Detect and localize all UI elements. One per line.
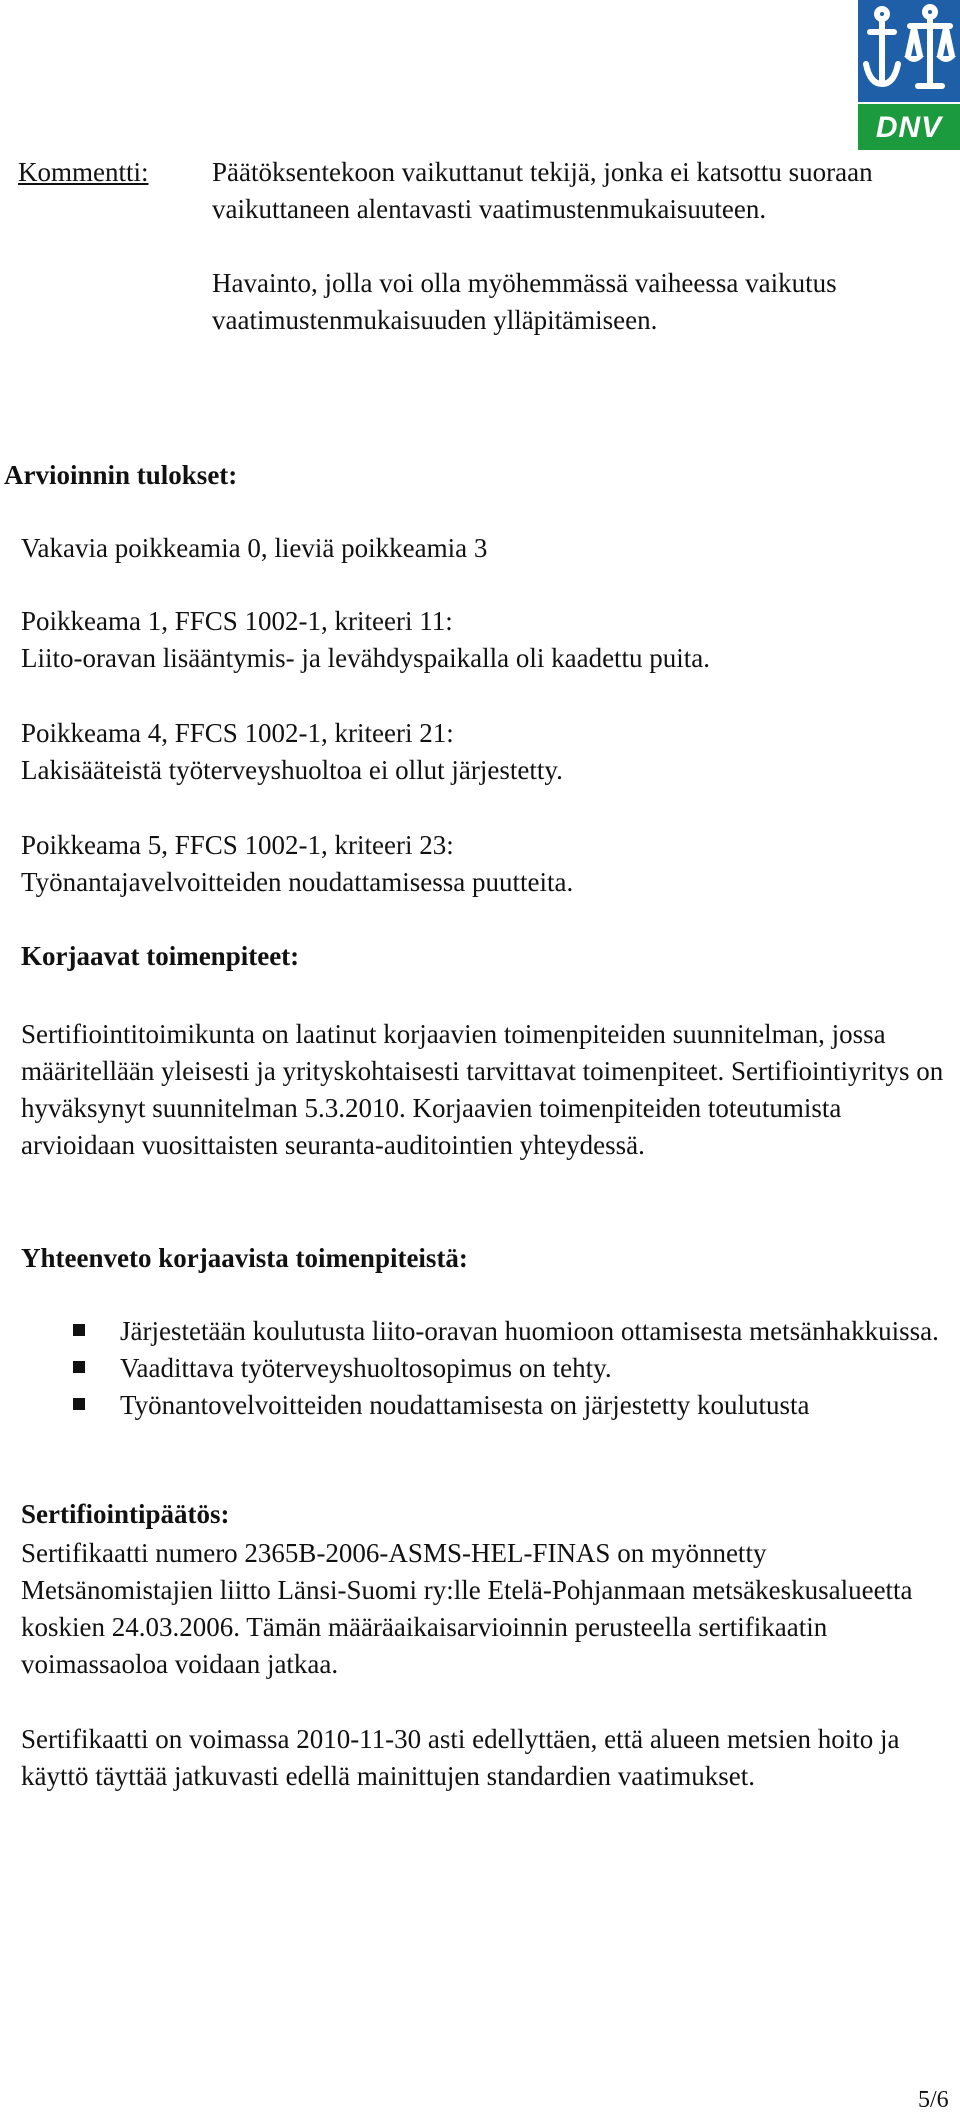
- comment-body: [212, 154, 932, 339]
- deviation-item: [21, 603, 941, 677]
- deviation-text: Liito-oravan lisääntymis- ja levähdyspaikalla oli kaadettu puita.: [21, 643, 711, 673]
- list-item-text: Työnantovelvoitteiden noudattamisesta on järjestetty koulutusta: [120, 1390, 810, 1420]
- deviation-title: Poikkeama 4, FFCS 1002-1, kriteeri 21:: [21, 718, 454, 748]
- bullet-square-icon: [73, 1398, 85, 1410]
- dnv-logo: [858, 0, 960, 152]
- deviation-text: Työnantajavelvoitteiden noudattamisessa puutteita.: [21, 867, 574, 897]
- list-item: [70, 1387, 940, 1424]
- page-number: 5/6: [918, 2087, 949, 2113]
- bullet-square-icon: [73, 1361, 85, 1373]
- results-heading: Arvioinnin tulokset:: [4, 460, 238, 490]
- corrective-text: Sertifiointitoimikunta on laatinut korjaavien toimenpiteiden suunnitelman, jossa määritellään yleisesti ja yrityskohtaisesti tarvittavat toimenpiteet. Sertifiointiyritys on hyväksynyt suunnitelman 5.3.2010. Korjaavien toimenpiteiden toteutumista arvioidaan vuosittaisten seuranta-auditointien yhteydessä.: [21, 1019, 944, 1160]
- comment-paragraph: Havainto, jolla voi olla myöhemmässä vaiheessa vaikutus vaatimustenmukaisuuden ylläpitämiseen.: [212, 268, 837, 335]
- comment-label: Kommentti:: [18, 157, 149, 187]
- logo-wordmark: DNV: [858, 104, 960, 150]
- deviation-title: Poikkeama 1, FFCS 1002-1, kriteeri 11:: [21, 606, 453, 636]
- list-item: [70, 1313, 940, 1350]
- deviation-item: [21, 715, 941, 789]
- deviation-summary: Vakavia poikkeamia 0, lieviä poikkeamia 3: [21, 533, 488, 563]
- deviation-title: Poikkeama 5, FFCS 1002-1, kriteeri 23:: [21, 830, 454, 860]
- list-item: [70, 1350, 940, 1387]
- decision-text: Sertifikaatti numero 2365B-2006-ASMS-HEL-FINAS on myönnetty Metsänomistajien liitto Länsi-Suomi ry:lle Etelä-Pohjanmaan metsäkeskusalueetta koskien 24.03.2006. Tämän määräaikaisarvioinnin perusteella sertifikaatin voimassaoloa voidaan jatkaa.: [21, 1538, 913, 1679]
- list-item-text: Järjestetään koulutusta liito-oravan huomioon ottamisesta metsänhakkuissa.: [120, 1316, 939, 1346]
- anchor-and-scales-icon: [858, 0, 960, 102]
- validity-text: Sertifikaatti on voimassa 2010-11-30 asti edellyttäen, että alueen metsien hoito ja käyttö täyttää jatkuvasti edellä mainittujen standardien vaatimukset.: [21, 1724, 900, 1791]
- deviation-item: [21, 827, 941, 901]
- deviation-text: Lakisääteistä työterveyshuoltoa ei ollut järjestetty.: [21, 755, 563, 785]
- corrective-heading: Korjaavat toimenpiteet:: [21, 941, 300, 971]
- bullet-square-icon: [73, 1324, 85, 1336]
- comment-paragraph: Päätöksentekoon vaikuttanut tekijä, jonka ei katsottu suoraan vaikuttaneen alentavasti vaatimustenmukaisuuteen.: [212, 157, 873, 224]
- summary-list: [70, 1313, 940, 1424]
- summary-heading: Yhteenveto korjaavista toimenpiteistä:: [21, 1243, 468, 1273]
- decision-heading: Sertifiointipäätös:: [21, 1499, 230, 1529]
- list-item-text: Vaadittava työterveyshuoltosopimus on tehty.: [120, 1353, 612, 1383]
- logo-emblem: [858, 0, 960, 102]
